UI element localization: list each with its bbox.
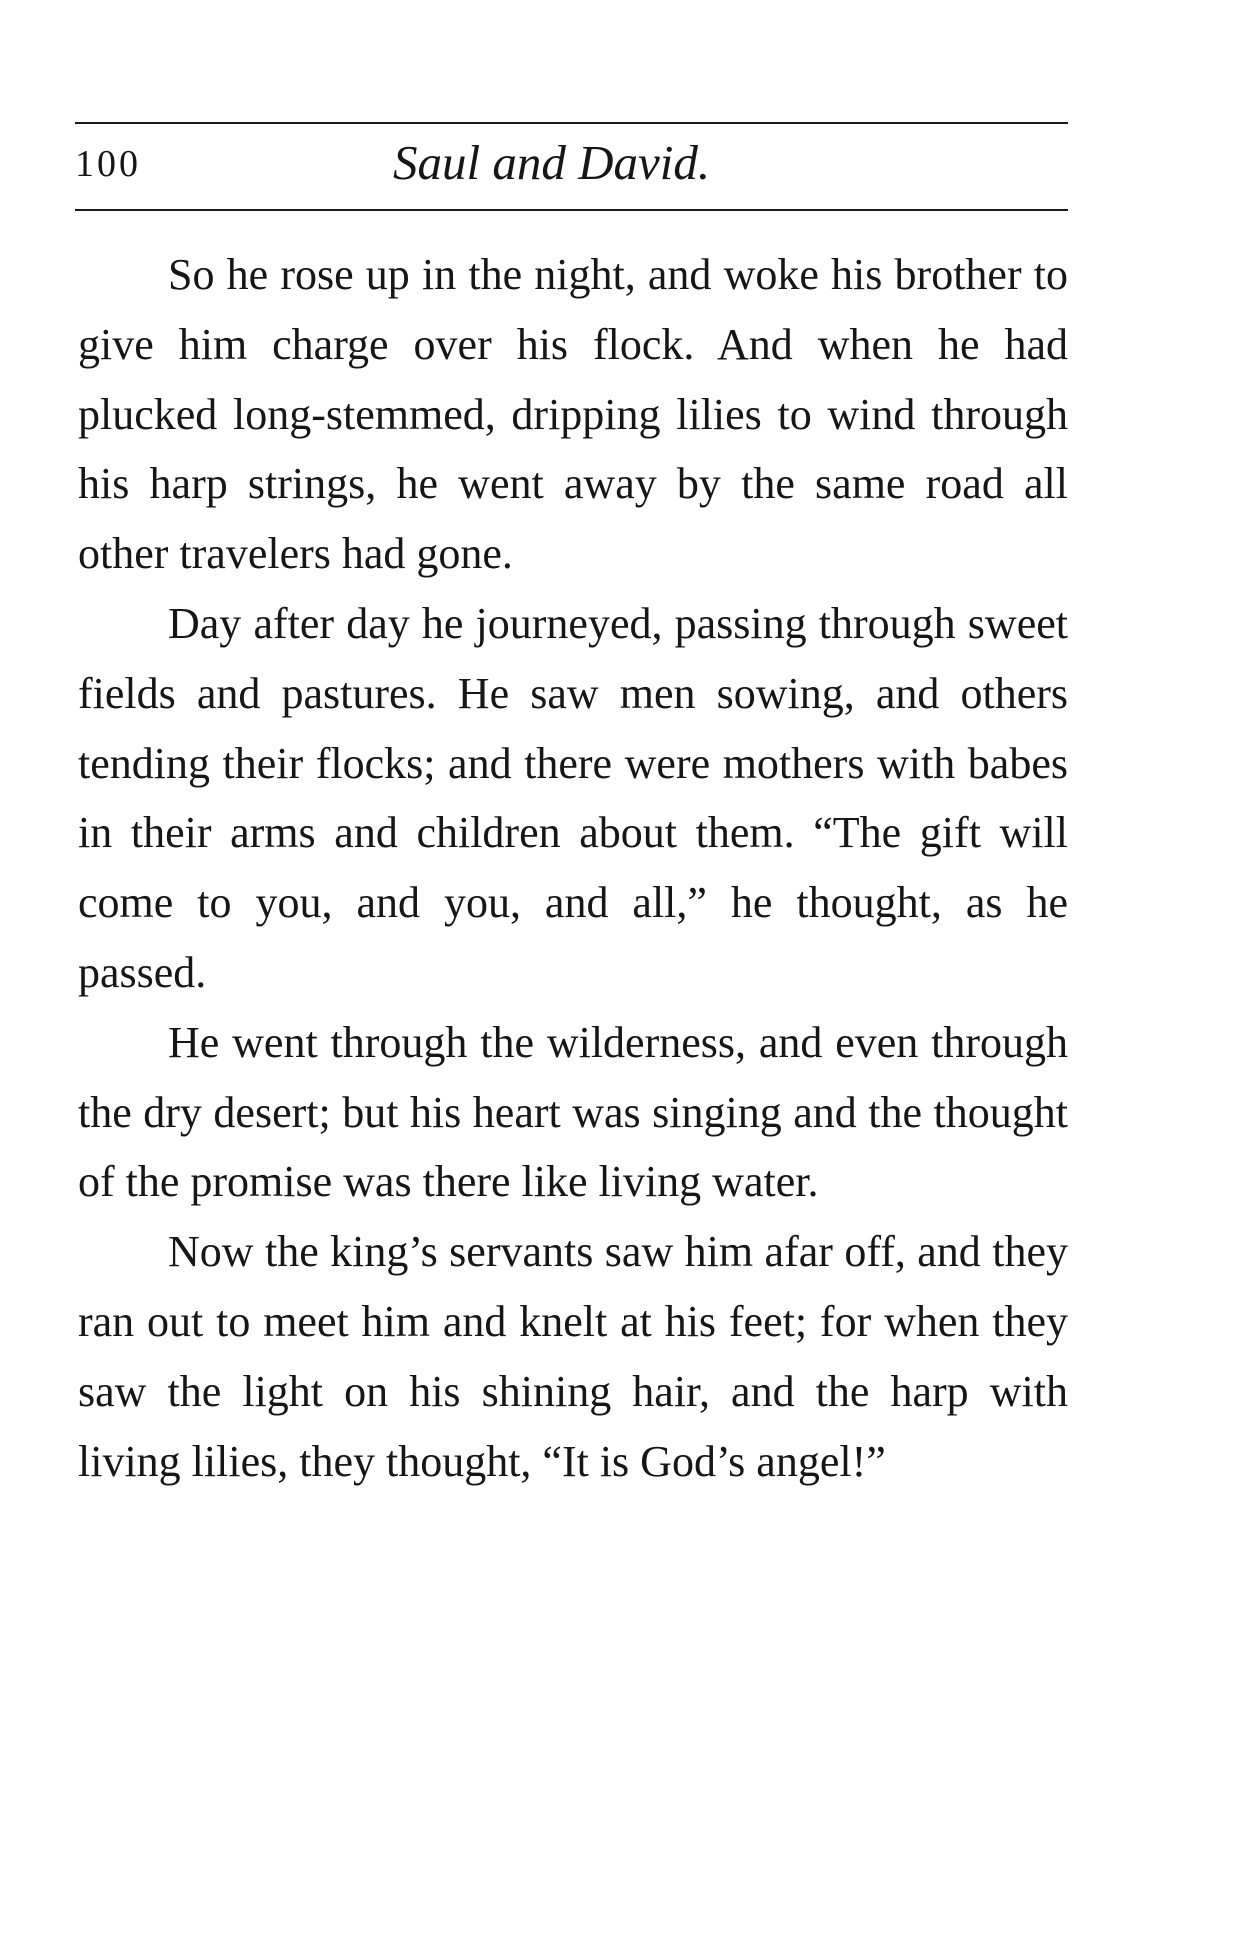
header-rule-top [75,122,1068,124]
page-number: 100 [75,143,141,185]
running-title: Saul and David. [393,135,711,190]
paragraph: So he rose up in the night, and woke his brother to give him charge over his flock. And when he had plucked long-stemmed, dripping lilies to wind through his harp strings, he went away by the same road all other travelers had gone. [78,250,1068,579]
paragraph: Now the king’s servants saw him afar off, and they ran out to meet him and knelt at his feet; for when they saw the light on his shining hair, and the harp with living lilies, they thought, “It is God’s angel!” [78,1227,1068,1486]
running-head [75,134,1068,198]
paragraph: He went through the wilderness, and even through the dry desert; but his heart was singing and the thought of the promise was there like living water. [78,1017,1068,1207]
paragraph: Day after day he journeyed, passing through sweet fields and pastures. He saw men sowing, and others tending their flocks; and there were mothers with babes in their arms and children about them. “The gift will come to you, and you, and all,” he thought, as he passed. [78,598,1068,997]
body-text [78,240,1068,1496]
header-rule-bottom [75,209,1068,211]
